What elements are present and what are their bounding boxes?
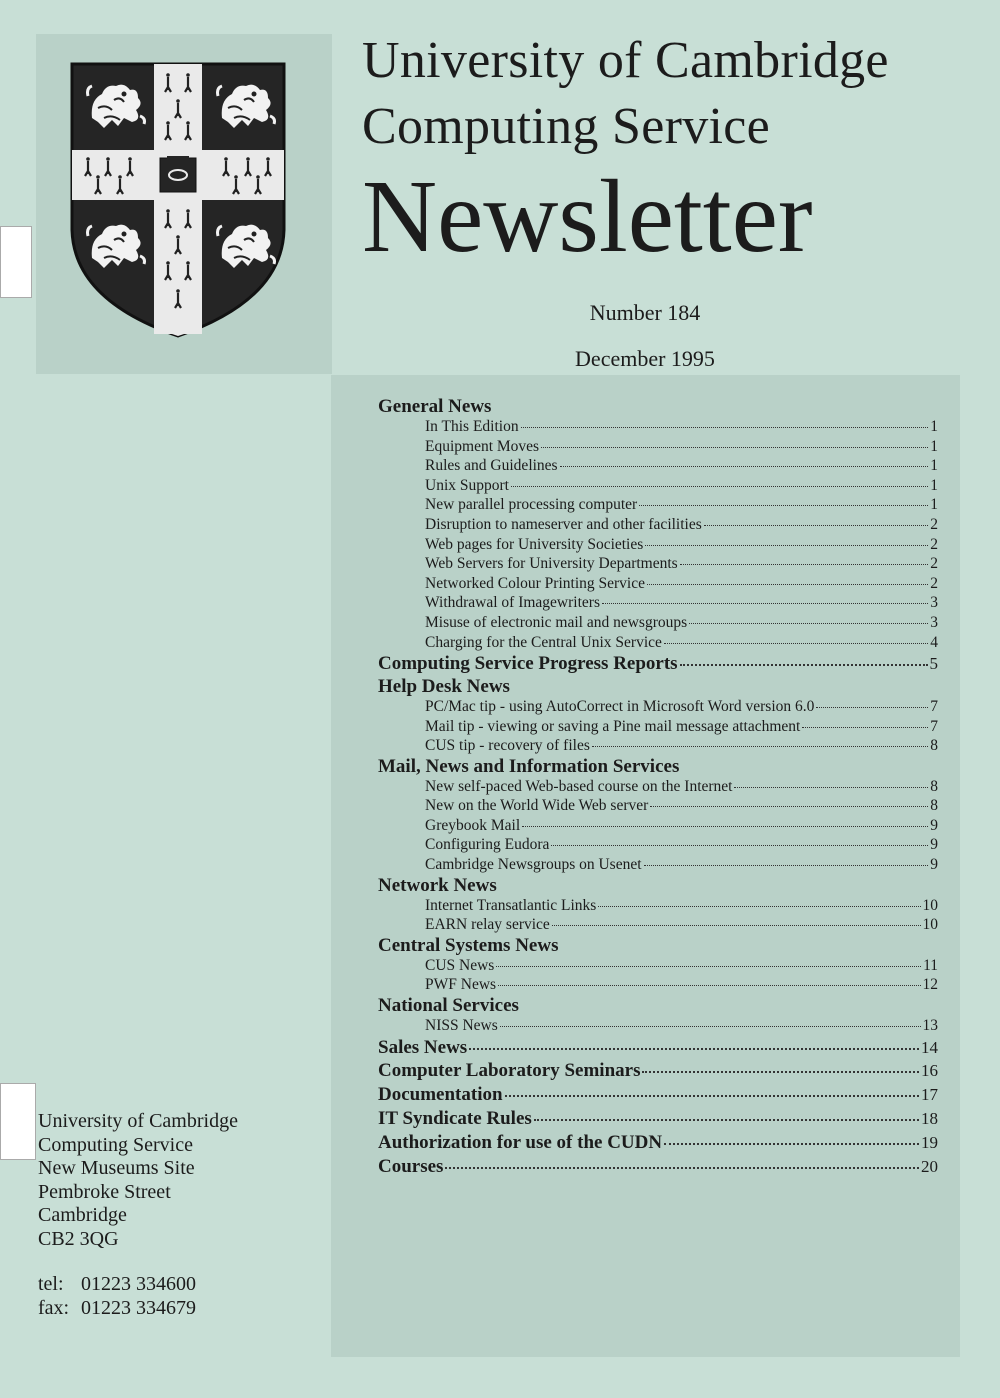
dot-leader [645, 545, 928, 546]
toc-entry-title: Computing Service Progress Reports [378, 653, 678, 675]
university-coat-of-arms-icon [68, 60, 288, 340]
masthead-line-2: Computing Service [362, 98, 771, 155]
toc-entry-page: 19 [921, 1132, 938, 1152]
toc-entry[interactable] [378, 535, 938, 555]
toc-entry[interactable] [378, 417, 938, 437]
dot-leader [802, 727, 928, 728]
dot-leader [598, 906, 920, 907]
dot-leader [496, 966, 921, 967]
toc-major-entry[interactable] [378, 1083, 938, 1107]
toc-entry-title: Authorization for use of the CUDN [378, 1131, 663, 1153]
toc-entry-page: 2 [930, 574, 938, 592]
toc-entry[interactable] [378, 697, 938, 717]
toc-entry[interactable] [378, 956, 938, 976]
fax-number: 01223 334679 [81, 1296, 196, 1319]
toc-entry-title: Web Servers for University Departments [425, 555, 678, 573]
dot-leader [469, 1048, 919, 1050]
toc-entry-title: CUS tip - recovery of files [425, 737, 590, 755]
toc-entry-page: 9 [930, 856, 938, 874]
dot-leader [680, 564, 929, 565]
toc-major-entry[interactable] [378, 1036, 938, 1060]
toc-entry[interactable] [378, 574, 938, 594]
address-line: University of Cambridge [38, 1110, 238, 1132]
toc-entry[interactable] [378, 554, 938, 574]
toc-entry[interactable] [378, 816, 938, 836]
address-line: Computing Service [38, 1133, 193, 1156]
fax-label: fax: [38, 1296, 70, 1319]
toc-entry-title: PWF News [425, 976, 497, 994]
toc-entry-title: NISS News [425, 1017, 498, 1035]
fax-line [38, 1297, 196, 1321]
contact-numbers [38, 1273, 196, 1320]
dot-leader [521, 427, 929, 428]
toc-major-entry[interactable] [378, 1155, 938, 1179]
toc-entry[interactable] [378, 835, 938, 855]
toc-entry-page: 1 [930, 418, 938, 435]
toc-major-entry[interactable] [378, 1107, 938, 1131]
toc-entry-title: PC/Mac tip - using AutoCorrect in Microsoft Word version 6.0 [425, 697, 815, 715]
toc-entry[interactable] [378, 437, 938, 457]
toc-entry-title: Disruption to nameserver and other facilities [425, 515, 702, 533]
toc-entry-title: EARN relay service [425, 916, 550, 934]
toc-section-heading: National Services [378, 995, 519, 1017]
dot-leader [704, 525, 928, 526]
toc-section-heading: General News [378, 396, 492, 417]
dot-leader [505, 1095, 919, 1097]
toc-entry-page: 1 [930, 457, 938, 475]
toc-entry-title: Configuring Eudora [425, 836, 550, 854]
dot-leader [689, 623, 928, 624]
toc-entry[interactable] [378, 777, 938, 797]
toc-entry-page: 10 [922, 916, 938, 934]
toc-entry-title: Computer Laboratory Seminars [378, 1060, 641, 1082]
toc-entry-title: Internet Transatlantic Links [425, 896, 597, 914]
dot-leader [552, 925, 921, 926]
toc-entry-title: Greybook Mail [425, 816, 521, 834]
dot-leader [642, 1071, 919, 1073]
toc-entry-page: 4 [930, 633, 938, 651]
toc-entry-page: 17 [921, 1085, 938, 1105]
toc-entry-title: CUS News [425, 956, 495, 974]
dot-leader [592, 746, 928, 747]
binding-tab-bottom [0, 1083, 36, 1160]
address-line: New Museums Site [38, 1157, 195, 1179]
dot-leader [498, 985, 920, 986]
toc-entry-page: 2 [930, 535, 938, 553]
address-line: Pembroke Street [38, 1180, 171, 1203]
toc-entry[interactable] [378, 456, 938, 476]
toc-major-entry[interactable] [378, 1059, 938, 1083]
toc-major-entry[interactable] [378, 1131, 938, 1155]
dot-leader [664, 1143, 919, 1145]
dot-leader [560, 466, 929, 467]
toc-entry-page: 18 [921, 1109, 938, 1129]
toc-entry-page: 9 [930, 836, 938, 854]
toc-entry[interactable] [378, 717, 938, 737]
toc-entry[interactable] [378, 915, 938, 935]
toc-entry[interactable] [378, 593, 938, 613]
toc-entry-title: Web pages for University Societies [425, 535, 644, 553]
masthead [362, 30, 972, 272]
toc-entry[interactable] [378, 1016, 938, 1036]
dot-leader [551, 845, 928, 846]
dot-leader [639, 505, 928, 506]
issue-number: Number 184 [589, 300, 701, 325]
toc-entry-page: 9 [930, 816, 938, 834]
toc-entry-page: 1 [930, 496, 938, 514]
issue-date: December 1995 [575, 346, 715, 371]
dot-leader [650, 806, 928, 807]
toc-entry[interactable] [378, 896, 938, 916]
toc-entry-page: 5 [929, 654, 938, 674]
dot-leader [500, 1026, 921, 1027]
toc-entry-title: Documentation [378, 1084, 503, 1106]
toc-entry-page: 14 [921, 1037, 938, 1057]
masthead-line-1: University of Cambridge [362, 32, 889, 89]
table-of-contents [378, 396, 938, 1178]
dot-leader [541, 447, 928, 448]
toc-entry-page: 7 [930, 717, 938, 735]
toc-entry-title: Rules and Guidelines [425, 457, 558, 475]
address-line: CB2 3QG [38, 1227, 119, 1250]
dot-leader [511, 486, 928, 487]
toc-section-heading: Mail, News and Information Services [378, 755, 680, 777]
address-line: Cambridge [38, 1204, 127, 1226]
toc-entry-page: 8 [930, 777, 938, 795]
toc-entry-title: Charging for the Central Unix Service [425, 633, 662, 651]
dot-leader [680, 664, 928, 666]
dot-leader [647, 584, 928, 585]
telephone-line [38, 1273, 196, 1297]
toc-entry-page: 12 [922, 976, 938, 994]
toc-section-heading: Central Systems News [378, 934, 559, 956]
toc-entry-title: Mail tip - viewing or saving a Pine mail message attachment [425, 717, 801, 735]
dot-leader [522, 826, 928, 827]
dot-leader [734, 787, 928, 788]
toc-entry-page: 8 [930, 737, 938, 755]
toc-entry[interactable] [378, 736, 938, 756]
toc-entry[interactable] [378, 476, 938, 496]
toc-entry[interactable] [378, 975, 938, 995]
toc-entry-title: New self-paced Web-based course on the Internet [425, 777, 733, 795]
postal-address [38, 1110, 238, 1251]
toc-section-heading: Network News [378, 874, 497, 896]
toc-entry-page: 20 [921, 1156, 938, 1176]
toc-entry-page: 11 [923, 956, 938, 974]
toc-section-heading: Help Desk News [378, 675, 510, 697]
toc-entry-page: 3 [930, 594, 938, 612]
toc-entry-title: Withdrawal of Imagewriters [425, 594, 600, 612]
dot-leader [534, 1119, 919, 1121]
dot-leader [445, 1167, 919, 1169]
toc-entry[interactable] [378, 855, 938, 875]
toc-entry-title: Unix Support [425, 476, 509, 494]
toc-entry-title: In This Edition [425, 418, 519, 435]
toc-entry-title: Courses [378, 1155, 444, 1177]
toc-entry-title: New parallel processing computer [425, 496, 638, 514]
toc-entry[interactable] [378, 495, 938, 515]
tel-number: 01223 334600 [81, 1273, 196, 1295]
tel-label: tel: [38, 1273, 64, 1295]
toc-entry-page: 10 [922, 896, 938, 914]
toc-entry[interactable] [378, 796, 938, 816]
toc-entry-title: Equipment Moves [425, 437, 540, 455]
toc-entry[interactable] [378, 515, 938, 535]
toc-entry-page: 8 [930, 797, 938, 815]
toc-entry-title: Networked Colour Printing Service [425, 574, 645, 592]
toc-entry-page: 7 [930, 697, 938, 715]
dot-leader [644, 865, 929, 866]
toc-entry[interactable] [378, 633, 938, 653]
toc-major-entry[interactable] [378, 652, 938, 676]
toc-entry-page: 1 [930, 437, 938, 455]
toc-entry-page: 16 [921, 1061, 938, 1081]
binding-tab-top [0, 226, 32, 298]
dot-leader [602, 603, 928, 604]
toc-entry-page: 13 [922, 1017, 938, 1035]
toc-entry-page: 2 [930, 555, 938, 573]
masthead-newsletter: Newsletter [362, 159, 813, 274]
toc-entry-title: Sales News [378, 1036, 468, 1058]
toc-entry-page: 1 [930, 476, 938, 494]
toc-entry-title: New on the World Wide Web server [425, 797, 649, 815]
toc-entry-page: 3 [930, 613, 938, 631]
toc-entry-page: 2 [930, 515, 938, 533]
dot-leader [664, 643, 928, 644]
toc-entry-title: Cambridge Newsgroups on Usenet [425, 856, 642, 874]
toc-entry-title: Misuse of electronic mail and newsgroups [425, 613, 688, 631]
toc-entry-title: IT Syndicate Rules [378, 1108, 532, 1130]
toc-entry[interactable] [378, 613, 938, 633]
dot-leader [816, 707, 928, 708]
